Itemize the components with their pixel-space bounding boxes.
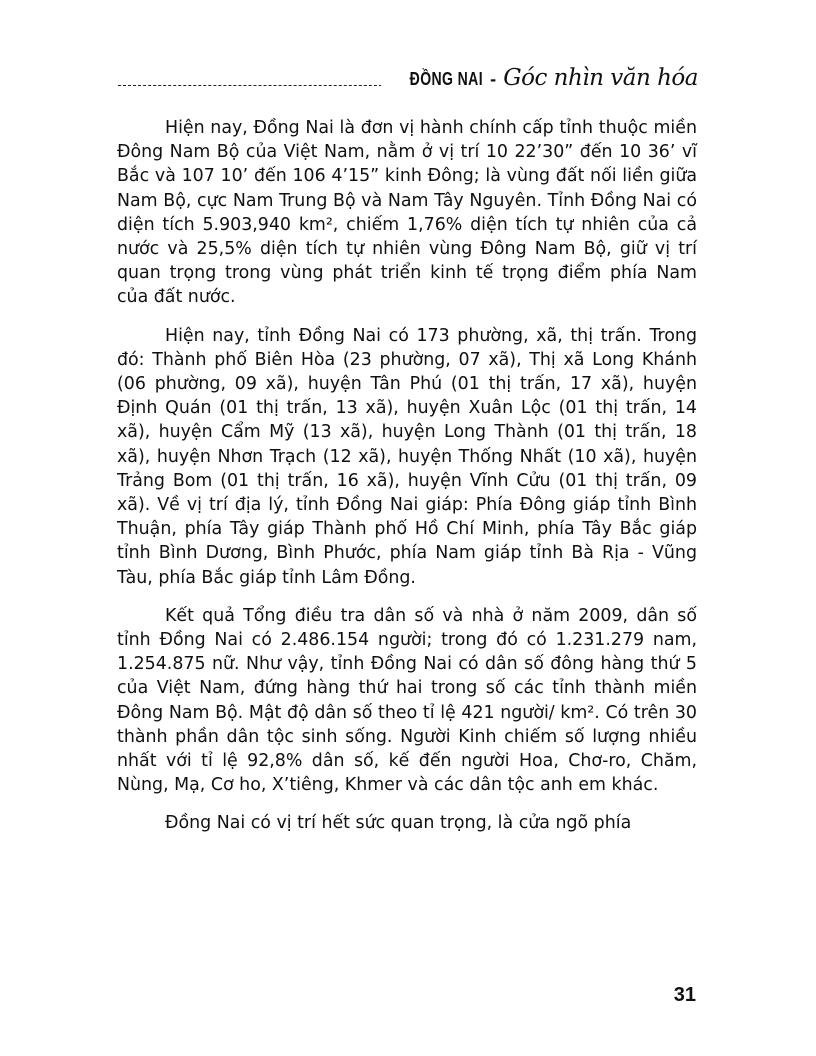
header-title-group (381, 67, 698, 90)
paragraph-administrative-units: Hiện nay, tỉnh Đồng Nai có 173 phường, xã, thị trấn. Trong đó: Thành phố Biên Hòa (23 phường, 07 xã), Thị xã Long Khánh (06 phường, 09 xã), huyện Tân Phú (01 thị trấn, 17 xã), huyện Định Quán (01 thị trấn, 13 xã), huyện Xuân Lộc (01 thị trấn, 14 xã), huyện Cẩm Mỹ (13 xã), huyện Long Thành (01 thị trấn, 18 xã), huyện Nhơn Trạch (12 xã), huyện Thống Nhất (10 xã), huyện Trảng Bom (01 thị trấn, 16 xã), huyện Vĩnh Cửu (01 thị trấn, 09 xã). Về vị trí địa lý, tỉnh Đồng Nai giáp: Phía Đông giáp tỉnh Bình Thuận, phía Tây giáp Thành phố Hồ Chí Minh, phía Tây Bắc giáp tỉnh Bình Dương, Bình Phước, phía Nam giáp tỉnh Bà Rịa - Vũng Tàu, phía Bắc giáp tỉnh Lâm Đồng. (117, 325, 697, 588)
paragraph-population: Kết quả Tổng điều tra dân số và nhà ở năm 2009, dân số tỉnh Đồng Nai có 2.486.154 người; trong đó có 1.231.279 nam, 1.254.875 nữ. Như vậy, tỉnh Đồng Nai có dân số đông hàng thứ 5 của Việt Nam, đứng hàng thứ hai trong số các tỉnh thành miền Đông Nam Bộ. Mật độ dân số theo tỉ lệ 421 người/ km². Có trên 30 thành phần dân tộc sinh sống. Người Kinh chiếm số lượng nhiều nhất với tỉ lệ 92,8% dân số, kế đến người Hoa, Chơ-ro, Chăm, Nùng, Mạ, Cơ ho, X’tiêng, Khmer và các dân tộc anh em khác. (117, 605, 697, 796)
book-subtitle: Góc nhìn văn hóa (503, 65, 698, 91)
book-title: ĐỒNG NAI (409, 69, 484, 89)
paragraph-location: Hiện nay, Đồng Nai là đơn vị hành chính cấp tỉnh thuộc miền Đông Nam Bộ của Việt Nam, nằm ở vị trí 10 22’30” đến 10 36’ vĩ Bắc và 107 10’ đến 106 4’15” kinh Đông; là vùng đất nối liền giữa Nam Bộ, cực Nam Trung Bộ và Nam Tây Nguyên. Tỉnh Đồng Nai có diện tích 5.903,940 km², chiếm 1,76% diện tích tự nhiên của cả nước và 25,5% diện tích tự nhiên vùng Đông Nam Bộ, giữ vị trí quan trọng trong vùng phát triển kinh tế trọng điểm phía Nam của đất nước. (117, 118, 697, 308)
paragraph-importance: Đồng Nai có vị trí hết sức quan trọng, là cửa ngõ phía (165, 813, 632, 834)
page-number: 31 (673, 984, 696, 1006)
running-header (118, 58, 698, 90)
header-separator: - (490, 69, 497, 89)
page-body (117, 116, 697, 850)
